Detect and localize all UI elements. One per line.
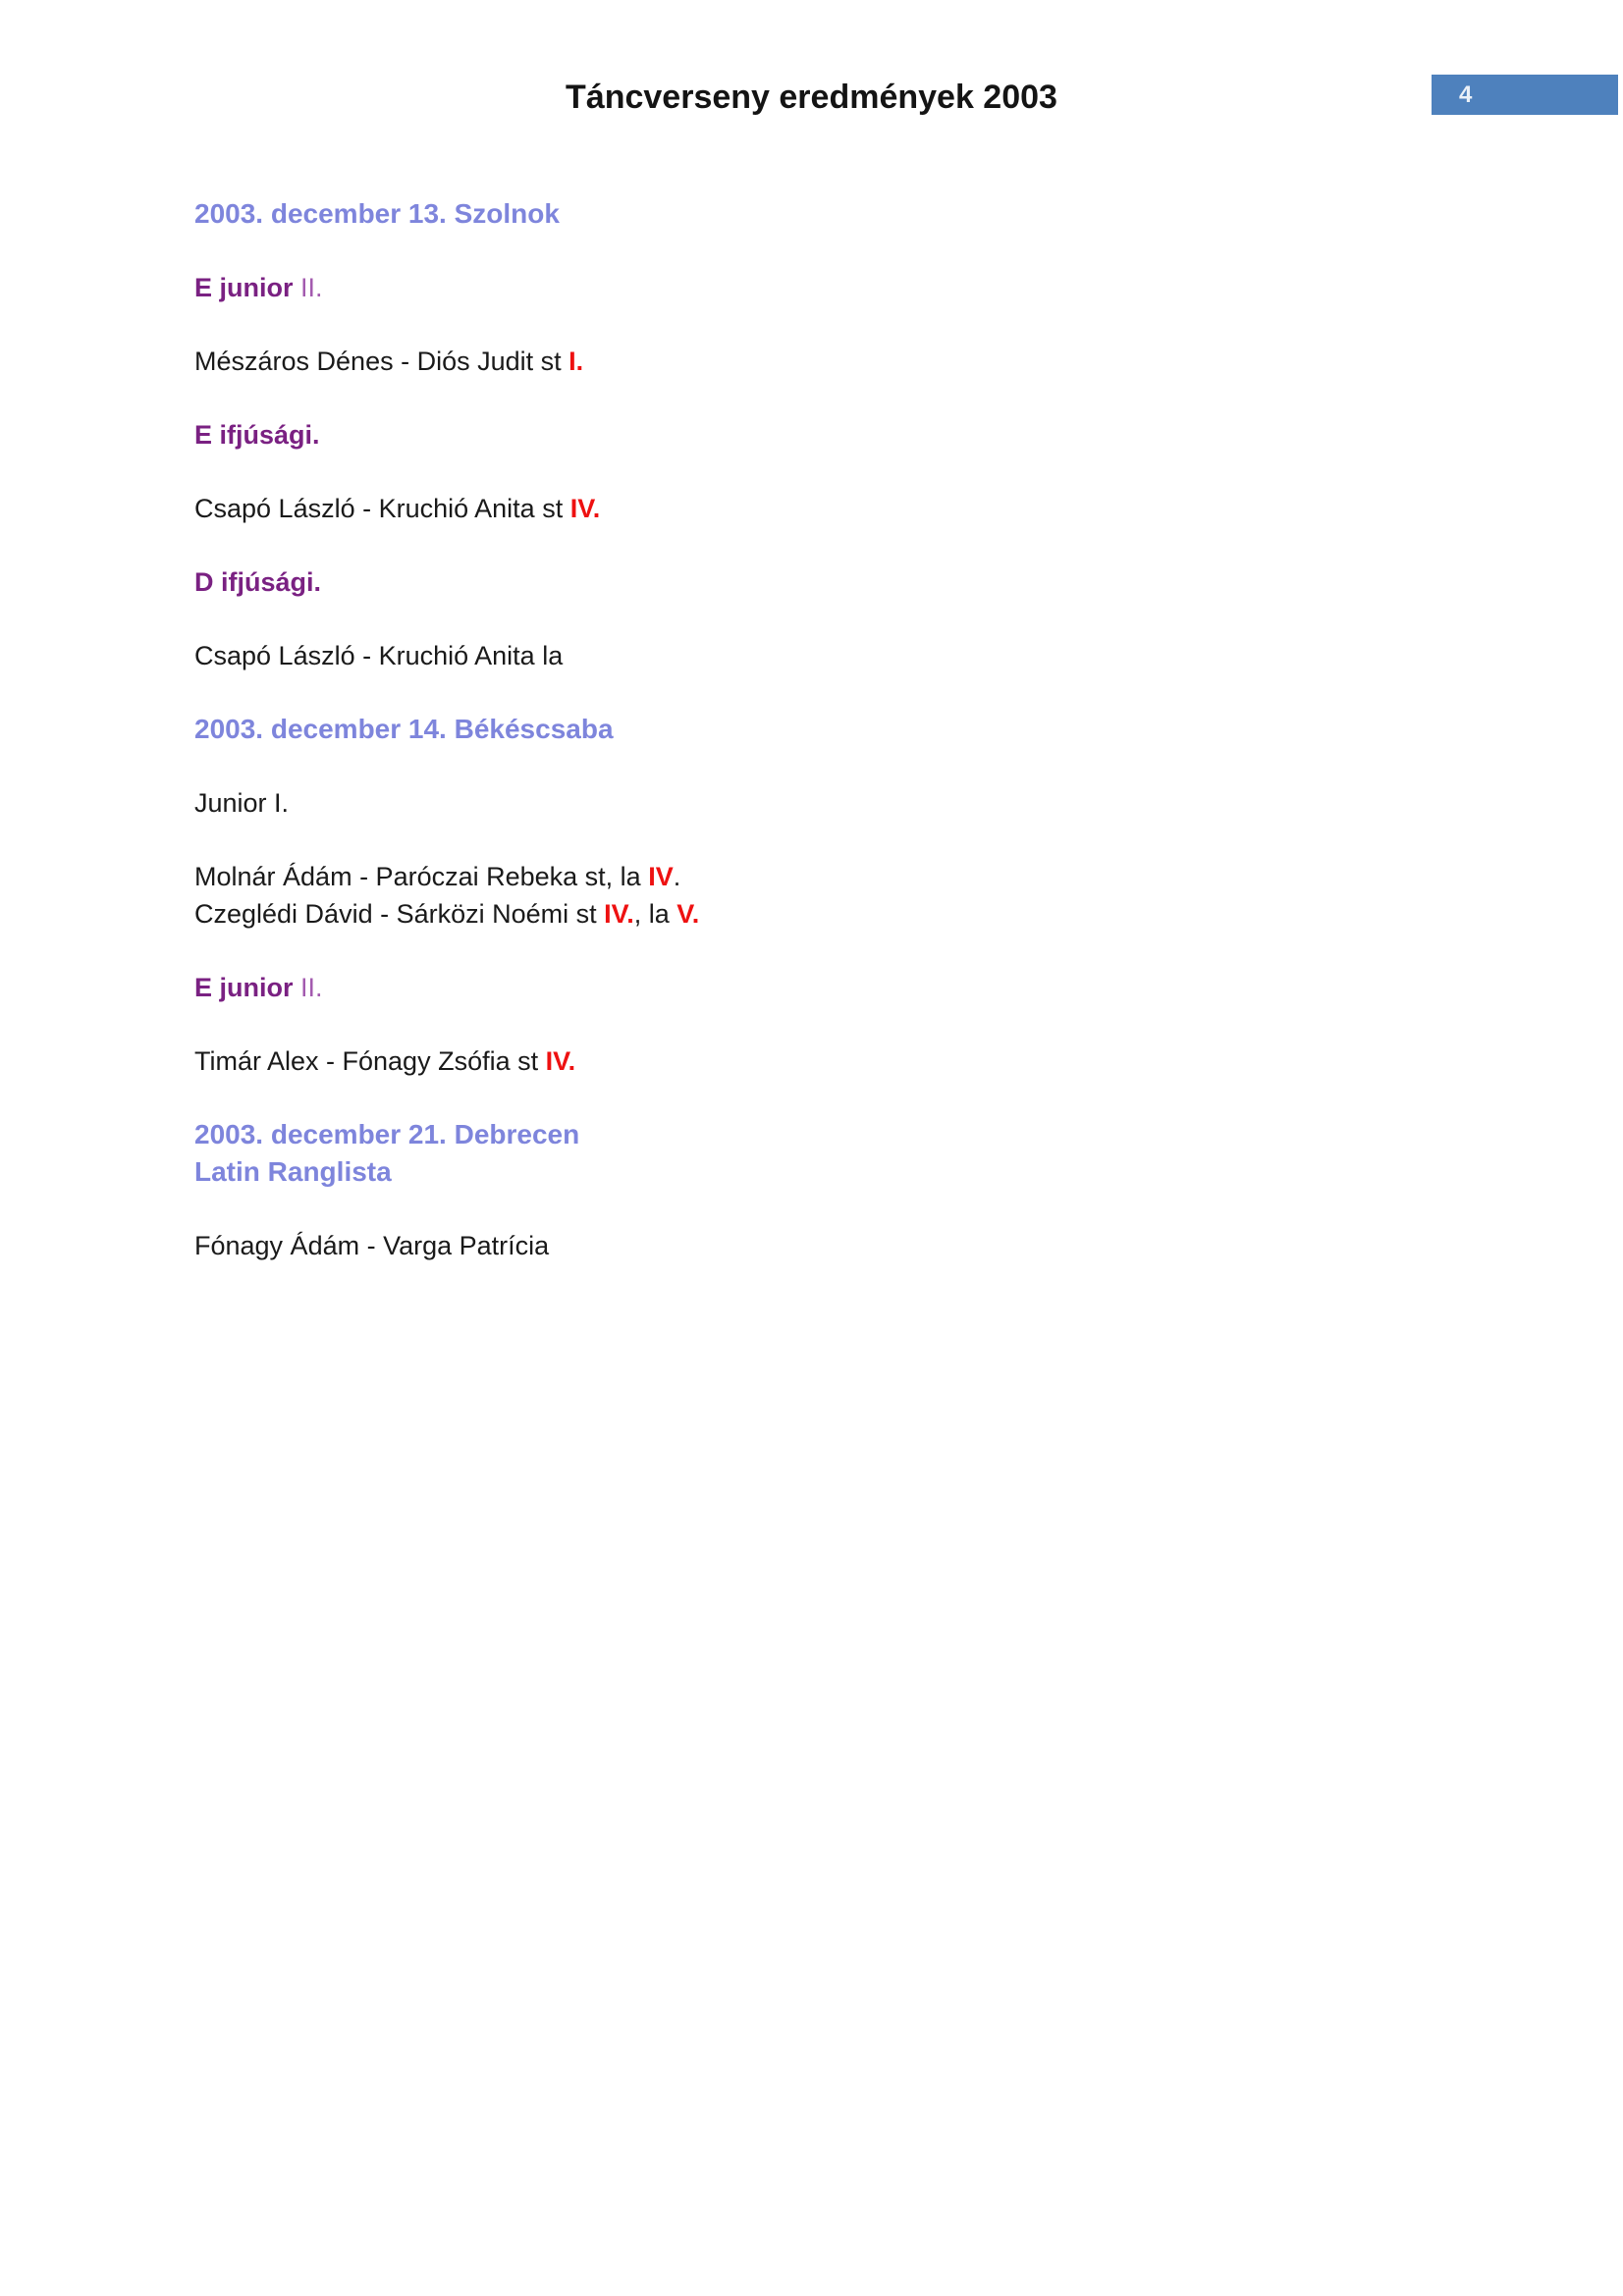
text-run: Csapó László - Kruchió Anita la (194, 641, 564, 670)
text-run: , la (633, 899, 677, 929)
text-run: 2003. december 14. Békéscsaba (194, 714, 614, 744)
paragraph (194, 1227, 1432, 1264)
text-run: Molnár Ádám - Paróczai Rebeka st, la (194, 862, 649, 891)
text-run: Czeglédi Dávid - Sárközi Noémi st (194, 899, 605, 929)
text-run: E junior (194, 273, 300, 302)
text-line (194, 1116, 1432, 1153)
section-heading (194, 195, 1432, 233)
paragraph (194, 1042, 1432, 1080)
paragraph (194, 269, 1432, 306)
document-body (194, 195, 1432, 1301)
text-line (194, 895, 1432, 933)
text-line (194, 343, 1432, 380)
section-heading (194, 1116, 1432, 1191)
paragraph (194, 784, 1432, 822)
text-run: V. (676, 899, 700, 929)
paragraph (194, 490, 1432, 527)
page-number: 4 (1459, 81, 1473, 108)
text-line (194, 784, 1432, 822)
text-run: E ifjúsági. (194, 420, 320, 450)
text-line (194, 1153, 1432, 1191)
text-run: Latin Ranglista (194, 1156, 392, 1187)
text-line (194, 1042, 1432, 1080)
text-run: 2003. december 21. Debrecen (194, 1119, 580, 1149)
paragraph (194, 637, 1432, 674)
text-line (194, 563, 1432, 601)
text-run: Junior I. (194, 788, 290, 818)
text-line (194, 195, 1432, 233)
text-line (194, 269, 1432, 306)
text-line (194, 711, 1432, 748)
page-number-box (1432, 75, 1618, 115)
paragraph (194, 343, 1432, 380)
text-line (194, 490, 1432, 527)
text-run: D ifjúsági. (194, 567, 322, 597)
text-run: IV (648, 862, 674, 891)
text-run: II. (300, 973, 323, 1002)
page-title: Táncverseny eredmények 2003 (566, 79, 1057, 116)
text-run: E junior (194, 973, 300, 1002)
text-line (194, 637, 1432, 674)
text-run: Mészáros Dénes - Diós Judit st (194, 347, 569, 376)
text-run: II. (300, 273, 323, 302)
section-heading (194, 711, 1432, 748)
text-run: 2003. december 13. Szolnok (194, 198, 560, 229)
text-run: IV. (569, 494, 601, 523)
text-line (194, 969, 1432, 1006)
paragraph (194, 416, 1432, 454)
text-run: I. (568, 347, 584, 376)
paragraph (194, 858, 1432, 933)
text-run: . (673, 862, 681, 891)
text-run: Fónagy Ádám - Varga Patrícia (194, 1231, 550, 1260)
text-line (194, 416, 1432, 454)
text-line (194, 1227, 1432, 1264)
text-run: Csapó László - Kruchió Anita st (194, 494, 570, 523)
text-run: IV. (604, 899, 634, 929)
text-run: IV. (545, 1046, 576, 1076)
text-run: Timár Alex - Fónagy Zsófia st (194, 1046, 546, 1076)
paragraph (194, 563, 1432, 601)
text-line (194, 858, 1432, 895)
paragraph (194, 969, 1432, 1006)
